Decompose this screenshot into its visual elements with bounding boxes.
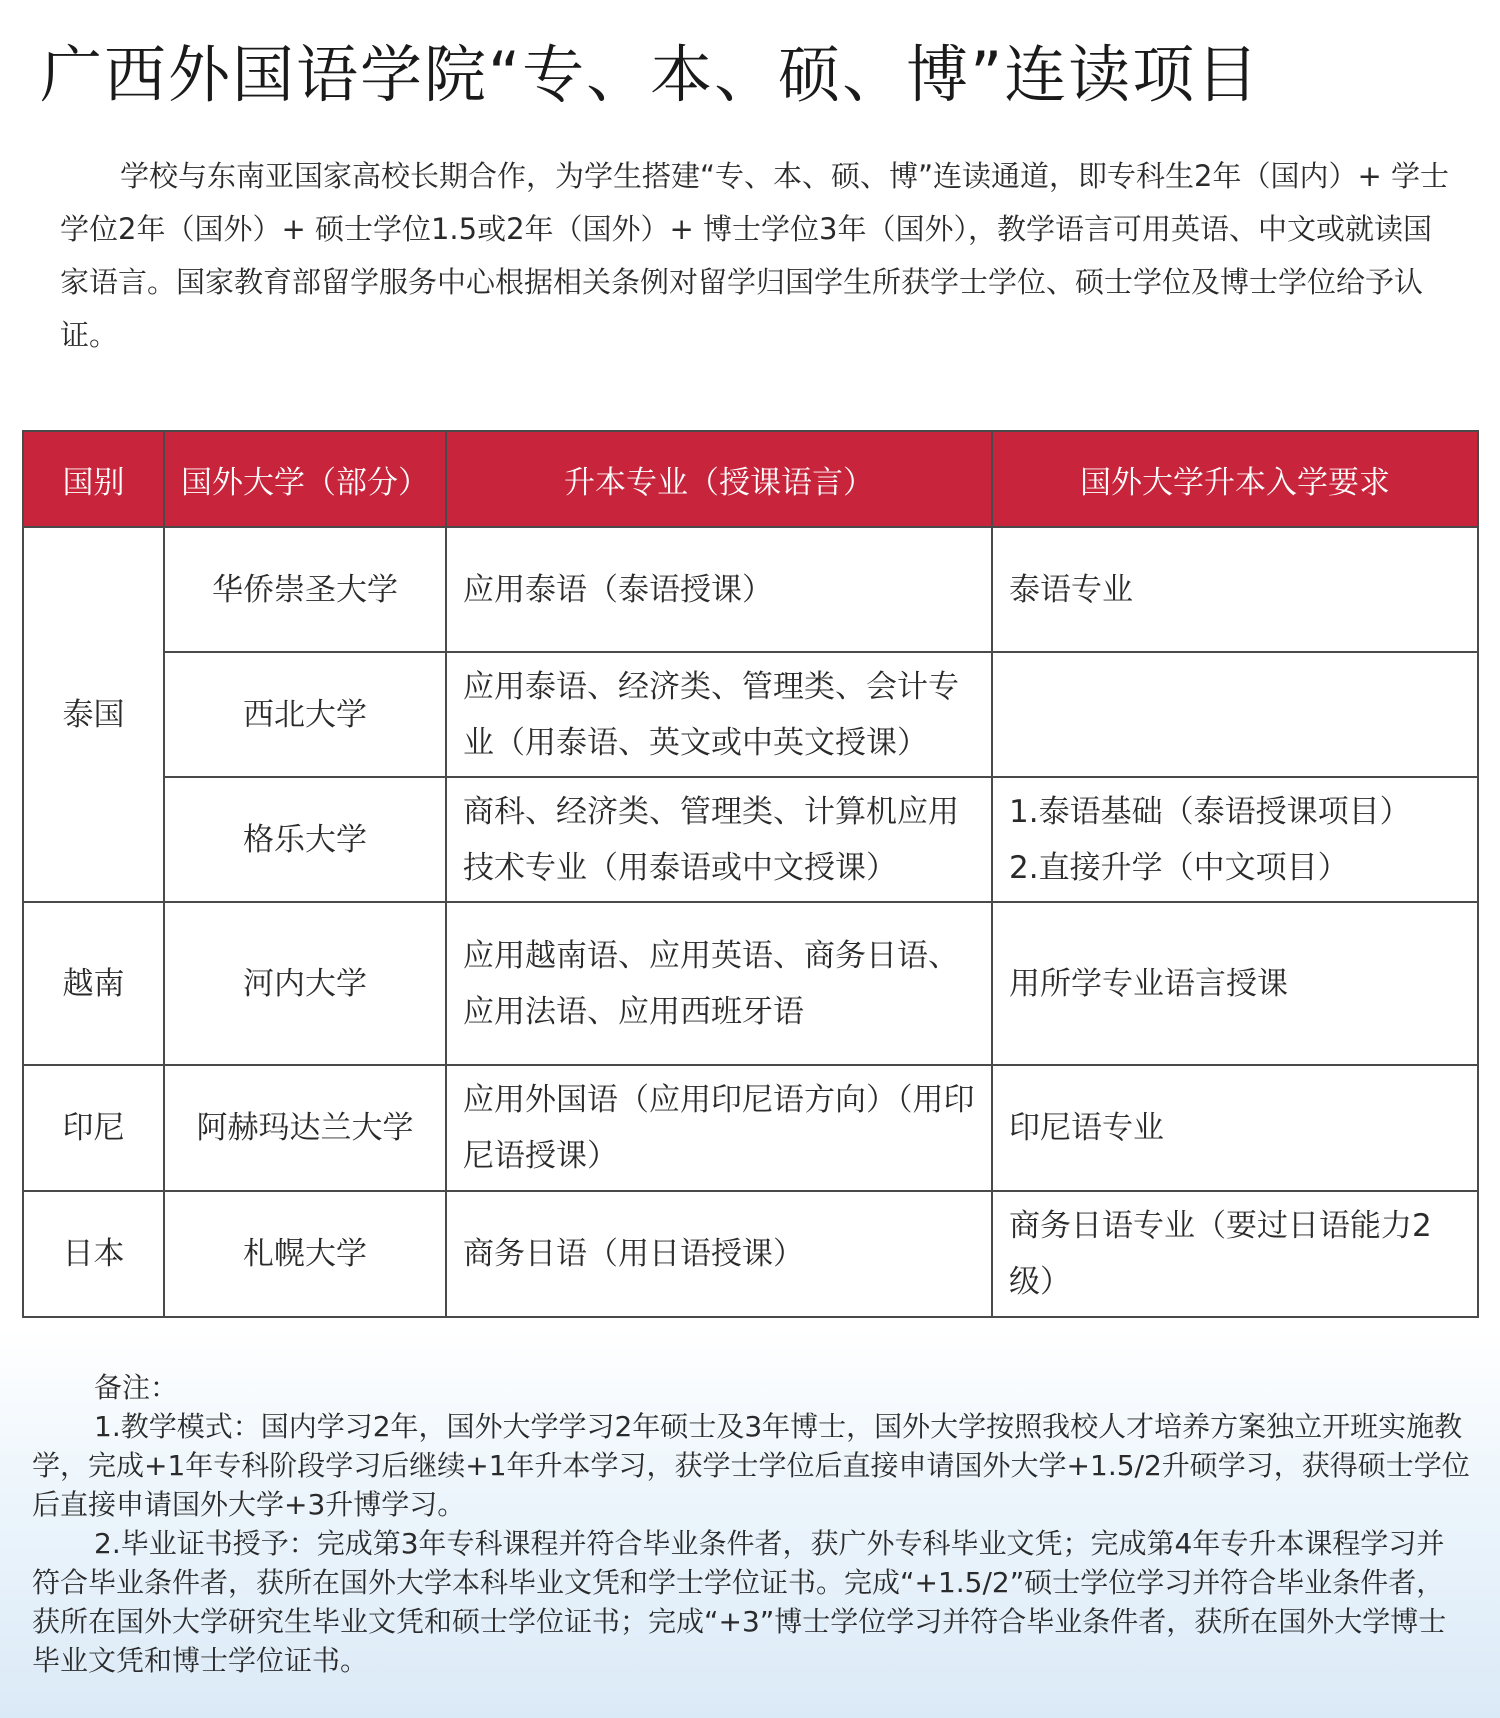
table-row (23, 1065, 1478, 1191)
remark-certificate: 2.毕业证书授予：完成第3年专科课程并符合毕业条件者，获广外专科毕业文凭；完成第4年专升本课程学习并符合毕业条件者，获所在国外大学本科毕业文凭和学士学位证书。完成“+1.5/2”硕士学位学习并符合毕业条件者，获所在国外大学研究生毕业文凭和硕士学位证书；完成“+3”博士学位学习并符合毕业条件者，获所在国外大学博士毕业文凭和博士学位证书。 (32, 1527, 1447, 1677)
program-table (22, 430, 1479, 1318)
header-university: 国外大学（部分） (164, 431, 446, 527)
major-cell: 应用泰语、经济类、管理类、会计专业（用泰语、英文或中英文授课） (446, 652, 992, 777)
university-cell: 札幌大学 (164, 1191, 446, 1317)
table-body (23, 527, 1478, 1317)
page-title: 广西外国语学院“专、本、硕、博”连读项目 (40, 38, 1261, 111)
requirement-cell-empty (992, 652, 1478, 777)
table-row (23, 902, 1478, 1065)
remarks-section (32, 1368, 1472, 1680)
requirement-cell: 用所学专业语言授课 (992, 902, 1478, 1065)
header-country: 国别 (23, 431, 164, 527)
requirement-line: 1.泰语基础（泰语授课项目） (1009, 793, 1411, 830)
country-indonesia: 印尼 (23, 1065, 164, 1191)
table-header (23, 431, 1478, 527)
country-vietnam: 越南 (23, 902, 164, 1065)
university-cell: 格乐大学 (164, 777, 446, 902)
major-cell: 应用越南语、应用英语、商务日语、应用法语、应用西班牙语 (446, 902, 992, 1065)
intro-paragraph: 学校与东南亚国家高校长期合作，为学生搭建“专、本、硕、博”连读通道，即专科生2年（国内）+ 学士学位2年（国外）+ 硕士学位1.5或2年（国外）+ 博士学位3年（国外），教学语言可用英语、中文或就读国家语言。国家教育部留学服务中心根据相关条例对留学归国学生所获学士学位、硕士学位及博士学位给予认证。 (60, 159, 1450, 352)
table-row (23, 652, 1478, 777)
university-cell: 河内大学 (164, 902, 446, 1065)
country-thailand: 泰国 (23, 527, 164, 902)
header-requirement: 国外大学升本入学要求 (992, 431, 1478, 527)
requirement-cell (992, 777, 1478, 902)
major-cell: 商务日语（用日语授课） (446, 1191, 992, 1317)
university-cell: 西北大学 (164, 652, 446, 777)
table-row (23, 777, 1478, 902)
requirement-cell: 印尼语专业 (992, 1065, 1478, 1191)
requirement-line: 2.直接升学（中文项目） (1009, 849, 1349, 886)
requirement-cell: 商务日语专业（要过日语能力2级） (992, 1191, 1478, 1317)
major-cell: 应用泰语（泰语授课） (446, 527, 992, 652)
table-row (23, 1191, 1478, 1317)
remark-teaching-mode: 1.教学模式：国内学习2年，国外大学学习2年硕士及3年博士，国外大学按照我校人才培养方案独立开班实施教学，完成+1年专科阶段学习后继续+1年升本学习，获学士学位后直接申请国外大学+1.5/2升硕学习，获得硕士学位后直接申请国外大学+3升博学习。 (32, 1410, 1470, 1521)
major-cell: 应用外国语（应用印尼语方向）（用印尼语授课） (446, 1065, 992, 1191)
university-cell: 阿赫玛达兰大学 (164, 1065, 446, 1191)
header-row (23, 431, 1478, 527)
university-cell: 华侨崇圣大学 (164, 527, 446, 652)
major-cell: 商科、经济类、管理类、计算机应用技术专业（用泰语或中文授课） (446, 777, 992, 902)
header-major: 升本专业（授课语言） (446, 431, 992, 527)
requirement-cell: 泰语专业 (992, 527, 1478, 652)
remarks-title: 备注： (94, 1371, 179, 1404)
table-row (23, 527, 1478, 652)
country-japan: 日本 (23, 1191, 164, 1317)
